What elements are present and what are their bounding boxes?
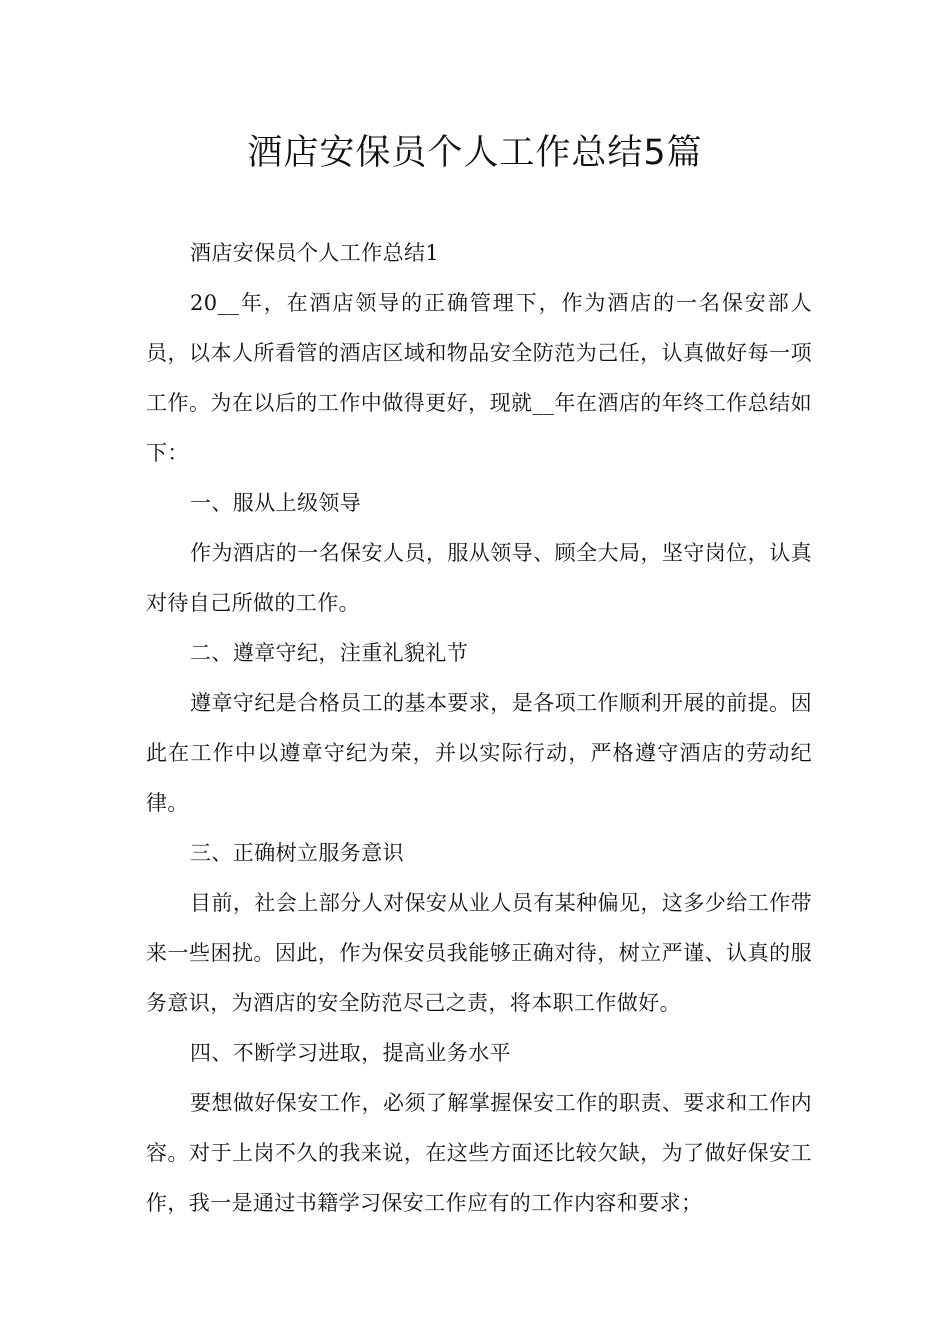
document-body (146, 228, 812, 1228)
section-heading: 三、正确树立服务意识 (190, 841, 404, 865)
document-title: 酒店安保员个人工作总结5篇 (247, 133, 703, 173)
section-heading: 一、服从上级领导 (190, 491, 362, 515)
paragraph: 遵章守纪是合格员工的基本要求，是各项工作顺利开展的前提。因此在工作中以遵章守纪为荣，并以实际行动，严格遵守酒店的劳动纪律。 (146, 691, 812, 815)
paragraph: 作为酒店的一名保安人员，服从领导、顾全大局，坚守岗位，认真对待自己所做的工作。 (146, 541, 812, 615)
paragraph: 要想做好保安工作，必须了解掌握保安工作的职责、要求和工作内容。对于上岗不久的我来说，在这些方面还比较欠缺，为了做好保安工作，我一是通过书籍学习保安工作应有的工作内容和要求； (146, 1091, 812, 1215)
paragraph: 20__年，在酒店领导的正确管理下，作为酒店的一名保安部人员，以本人所看管的酒店区域和物品安全防范为己任，认真做好每一项工作。为在以后的工作中做得更好，现就__年在酒店的年终工作总结如下： (146, 291, 812, 465)
section-heading: 酒店安保员个人工作总结1 (190, 241, 440, 265)
section-heading: 二、遵章守纪，注重礼貌礼节 (190, 641, 469, 665)
paragraph: 目前，社会上部分人对保安从业人员有某种偏见，这多少给工作带来一些困扰。因此，作为保安员我能够正确对待，树立严谨、认真的服务意识，为酒店的安全防范尽己之责，将本职工作做好。 (146, 891, 812, 1015)
section-heading: 四、不断学习进取，提高业务水平 (190, 1041, 511, 1065)
